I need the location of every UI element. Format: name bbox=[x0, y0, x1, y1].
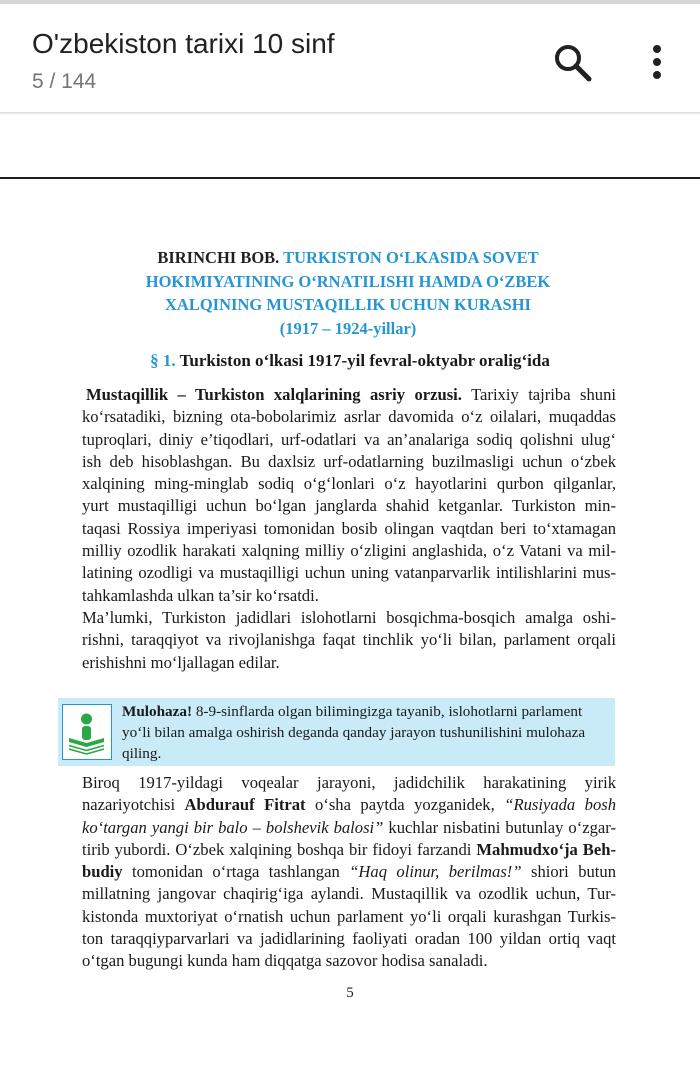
text-line: millatning jangovar chaqirig‘iga aylandi. Mustaqillik va ozodlik uchun, Tur- bbox=[82, 884, 616, 904]
section-number: § 1. bbox=[150, 351, 176, 370]
chapter-title-line2: HOKIMIYATINING O‘RNATILISHI HAMDA O‘ZBEK bbox=[145, 271, 551, 291]
name-behbudiy: Mahmudxo‘ja Beh- bbox=[476, 839, 616, 859]
text-line: Biroq 1917-yildagi voqealar jarayoni, jadidchilik harakatining yirik bbox=[82, 773, 616, 792]
section-heading bbox=[60, 349, 640, 373]
chapter-heading bbox=[78, 246, 618, 340]
chapter-years: (1917 – 1924-yillar) bbox=[279, 318, 417, 338]
text-line: ko‘targan yangi bir balo – bolshevik balosi” kuchlar nisbatini butunlay o‘zgar- bbox=[82, 817, 616, 837]
text-line: taqasi Rossiya imperiyasi tomonidan bosib olingan vaqtdan beri to‘xtamagan bbox=[82, 518, 616, 538]
text-line: Mulohaza! 8-9-sinflarda olgan bilimingizga tayanib, islohotlarni parlament bbox=[122, 703, 583, 720]
more-options-button[interactable] bbox=[636, 41, 678, 85]
text-line: erishishni mo‘ljallagan edilar. bbox=[82, 652, 280, 672]
text-line: ko‘rsatadiki, bizning ota-bobolarimiz asrlar davomida o‘z oilalari, muqaddas bbox=[82, 407, 616, 427]
text-line: tuproqlari, diniy e’tiqodlari, urf-odatlari va an’analariga sodiq qolishni ulug‘ bbox=[82, 429, 616, 449]
app-bar-shadow bbox=[0, 112, 700, 115]
text-line: kistonda muxtoriyat o‘rnatish uchun parlament yo‘li orqali kurashgan Turkis- bbox=[82, 906, 616, 926]
behbudiy-slogan: “Haq olinur, berilmas!” bbox=[349, 862, 522, 882]
app-bar bbox=[0, 4, 700, 112]
text-line: ton taraqqiyparvarlari va jadidlarining faoliyati oradan 100 yildan ortiq vaqt bbox=[82, 929, 616, 949]
reflection-callout bbox=[58, 698, 615, 766]
paragraph-2 bbox=[82, 607, 616, 674]
text-line: rishni, taraqqiyot va rivojlanishga faqat tinchlik yo‘li bilan, parlament orqali bbox=[82, 630, 616, 650]
text-line: Mustaqillik – Turkiston xalqlarining asriy orzusi. Tarixiy tajriba shuni bbox=[86, 385, 616, 404]
fitrat-quote: ko‘targan yangi bir balo – bolshevik balosi” bbox=[82, 817, 384, 837]
book-title: O'zbekiston tarixi 10 sinf bbox=[32, 28, 335, 59]
reader-book-icon bbox=[63, 705, 110, 758]
chapter-title-line3: XALQINING MUSTAQILLIK UCHUN KURASHI bbox=[165, 295, 531, 315]
text-line: xalqining ming-minglab sodiq o‘g‘lonlari o‘z hayotlarini qurbon qilganlar, bbox=[82, 474, 616, 494]
text-line: o‘tgan bugungi kunda ham diqqatga sazovor hodisa sanaladi. bbox=[82, 951, 488, 971]
section-title: Turkiston o‘lkasi 1917-yil fevral-oktyabr oralig‘ida bbox=[179, 351, 550, 370]
text-line: milliy ozodlik harakati xalqning milliy o‘zligini anglashida, o‘z Vatani va mil- bbox=[82, 541, 616, 561]
chapter-prefix: BIRINCHI BOB. bbox=[157, 248, 280, 267]
search-button[interactable] bbox=[551, 41, 595, 85]
chapter-title-line1: TURKISTON O‘LKASIDA SOVET bbox=[283, 248, 539, 267]
paragraph-lead: Mustaqillik – Turkiston xalqlarining asriy orzusi. bbox=[86, 385, 462, 404]
page-counter: 5 / 144 bbox=[32, 70, 97, 93]
callout-label: Mulohaza! bbox=[122, 703, 193, 720]
name-fitrat: Abdurauf Fitrat bbox=[184, 795, 306, 815]
text-line: budiy tomonidan o‘rtaga tashlangan “Haq olinur, berilmas!” shiori butun bbox=[82, 862, 616, 882]
more-vert-icon bbox=[636, 41, 678, 85]
callout-text bbox=[122, 701, 602, 764]
text-line: yo‘li bilan amalga oshirish deganda qanday jarayon tushunilishini mulohaza bbox=[122, 724, 586, 741]
text-line: tirib yubordi. O‘zbek xalqining boshqa bir fidoyi farzandi Mahmudxo‘ja Beh- bbox=[82, 839, 616, 859]
text-line: nazariyotchisi Abdurauf Fitrat o‘sha paytda yozganidek, “Rusiyada bosh bbox=[82, 795, 617, 815]
text-line: yurt mustaqilligi uchun bo‘lgan janglarda shahid ketganlar. Turkiston min- bbox=[82, 496, 616, 516]
book-page[interactable] bbox=[0, 180, 700, 1083]
paragraph-1 bbox=[82, 384, 616, 607]
text-line: Ma’lumki, Turkiston jadidlari islohotlarni bosqichma-bosqich amalga oshi- bbox=[82, 608, 616, 627]
page-top-border bbox=[0, 177, 700, 179]
page-number: 5 bbox=[346, 985, 354, 1001]
text-line: ish deb hisoblashgan. Bu daxlsiz urf-odatlarning buzilmasligi uchun o‘zbek bbox=[82, 451, 616, 471]
text-line: tahkamlashda ulkan ta’sir ko‘rsatdi. bbox=[82, 585, 319, 605]
text-line: qiling. bbox=[122, 745, 162, 762]
search-icon bbox=[551, 41, 595, 85]
paragraph-3 bbox=[82, 772, 616, 973]
callout-icon-box bbox=[62, 704, 112, 760]
text-line: latining ozodligi va mustaqilligi uchun uning vatanparvarlik intilishlarini mus- bbox=[82, 563, 616, 583]
